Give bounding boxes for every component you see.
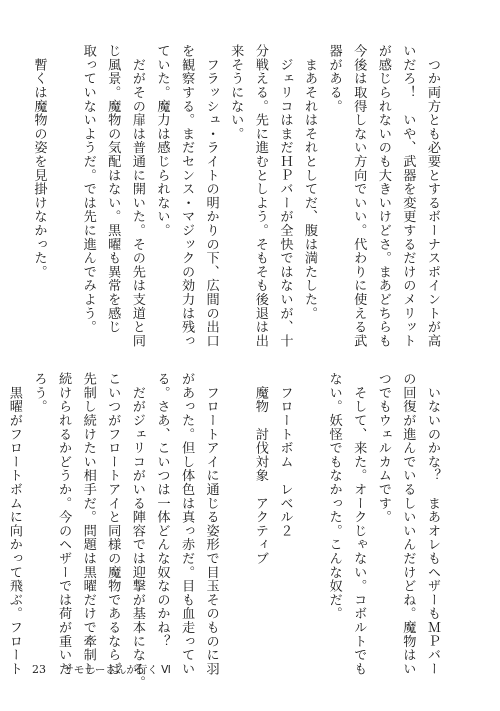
text-line xyxy=(223,372,248,637)
text-line: があった。但し体色は真っ赤だ。目も血走ってい xyxy=(179,372,195,676)
page-number: 23 xyxy=(32,663,46,676)
text-line: 先制し続けたい相手だ。問題は黒曜だけで牽制し xyxy=(80,372,96,676)
text-line: ない。妖怪でもなかった。こんな奴だ。 xyxy=(326,372,342,621)
text-line xyxy=(51,44,76,309)
text-line: 続けられるかどうか。今のヘザーでは荷が重いだ xyxy=(56,372,72,676)
text-line: フロートボム レベル２ xyxy=(277,372,293,538)
text-line: 今後は取得しない方向でいい。代わりに使える武 xyxy=(351,44,367,348)
text-line: じ風景。魔物の気配はない。黒曜も異常を感じ xyxy=(105,44,121,334)
text-line: 暫くは魔物の姿を見掛けなかった。 xyxy=(31,44,47,279)
text-line: まあそれはそれとしてだ、腹は満たした。 xyxy=(302,44,318,320)
text-line: を観察する。まだセンス・マジックの効力は残っ xyxy=(179,44,195,348)
text-line: いないのかな？ まあオレもヘザーもＭＰバー xyxy=(425,372,440,676)
text-line: の回復が進んでいるしいいんだけどね。魔物はい xyxy=(400,372,416,676)
text-line: そして、来た。オークじゃない。コボルトでも xyxy=(351,372,367,676)
text-line: が感じられないのも大きいけどさ。まあどちらも xyxy=(375,44,391,348)
text-line: 魔物 討伐対象 アクティブ xyxy=(252,372,268,566)
text-line: 分戦える。先に進むとしよう。そもそも後退は出 xyxy=(252,44,268,348)
text-line: いだろ！ いや、武器を変更するだけのメリット xyxy=(400,44,416,348)
book-title: サモナーさんが行く Ⅵ xyxy=(63,664,171,676)
text-line: フロートアイに通じる姿形で目玉そのものに羽 xyxy=(203,372,219,676)
text-line: こいつがフロートアイと同様の魔物であるならば xyxy=(105,372,121,676)
text-line xyxy=(296,372,321,637)
text-line: つでもウェルカムです。 xyxy=(375,372,391,524)
text-line: ジェリコはまだＨＰバーが全快ではないが、十 xyxy=(277,44,293,348)
text-line: つか両方とも必要とするボーナスポイントが高 xyxy=(425,44,440,348)
text-block-top xyxy=(31,44,444,348)
page-footer xyxy=(32,662,171,677)
text-line: 器がある。 xyxy=(326,44,342,113)
text-line: る。さあ、こいつは一体どんな奴なのかね？ xyxy=(154,372,170,648)
text-line: 来そうにない。 xyxy=(228,44,244,141)
text-line: ていた。魔力は感じられない。 xyxy=(154,44,170,238)
text-line: ろう。 xyxy=(31,372,47,414)
text-line: だがジェリコがいる陣容では迎撃が基本になる。 xyxy=(129,372,145,690)
text-line: 取っていないようだ。では先に進んでみよう。 xyxy=(80,44,96,334)
text-line: 黒曜がフロートボムに向かって飛ぶ。フロート xyxy=(6,372,22,676)
text-line: フラッシュ・ライトの明かりの下、広間の出口 xyxy=(203,44,219,348)
text-line: だがその扉は普通に開いた。その先は支道と同 xyxy=(129,44,145,348)
